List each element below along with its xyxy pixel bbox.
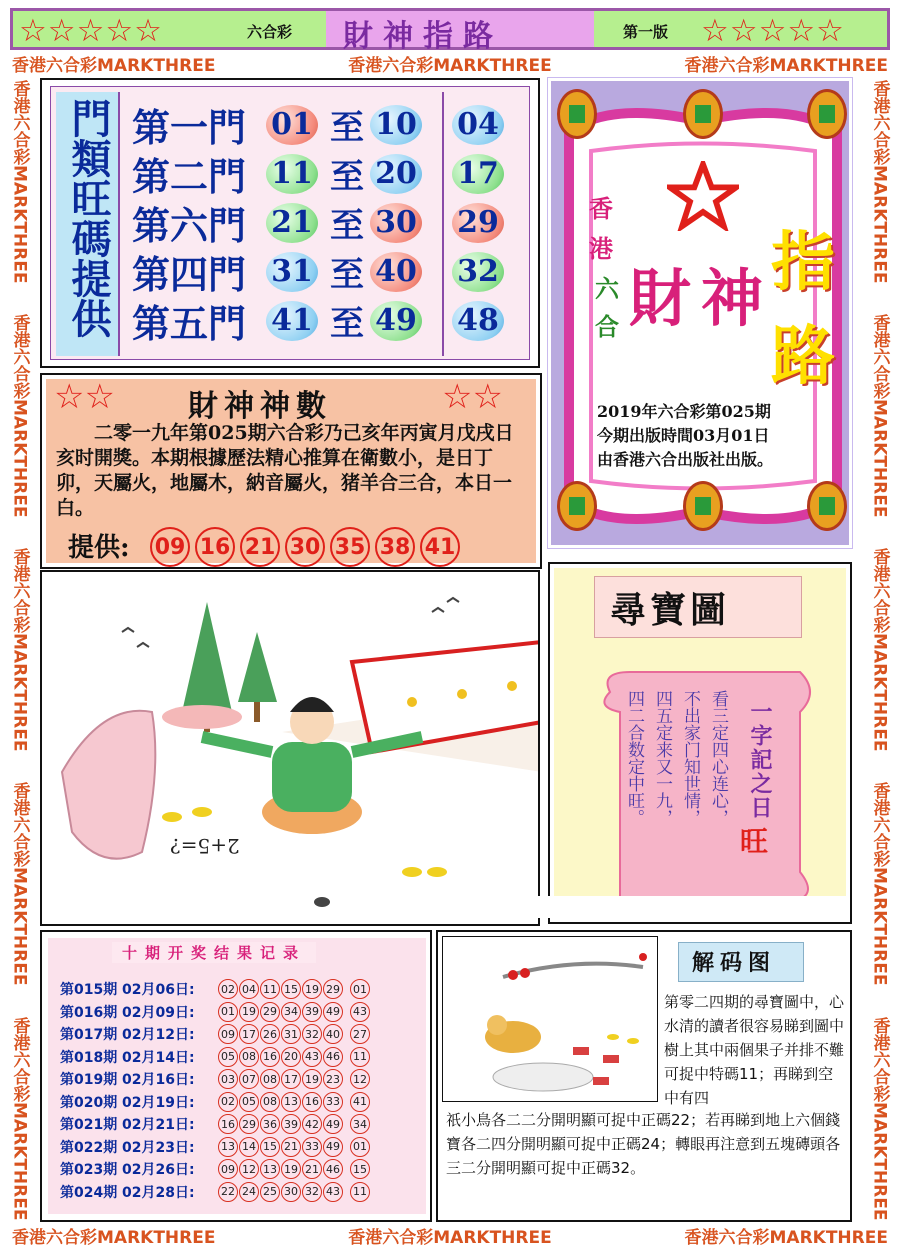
history-number: 09	[218, 1159, 238, 1179]
history-number: 29	[260, 1002, 280, 1022]
band-text: 香港六合彩MARKTHREE	[869, 782, 890, 986]
history-special: 27	[350, 1024, 370, 1044]
door-pick-ball: 32	[452, 252, 504, 292]
lucky-number: 35	[330, 527, 370, 567]
history-number: 29	[239, 1114, 259, 1134]
history-special: 11	[350, 1182, 370, 1202]
door-to-ball: 30	[370, 203, 422, 243]
history-number: 49	[323, 1137, 343, 1157]
poster-info-line: 由香港六合出版社出版。	[597, 450, 774, 469]
history-date: 02月26日:	[122, 1162, 195, 1179]
history-number: 02	[218, 979, 238, 999]
poster-char-small: 合	[595, 312, 619, 341]
lucky-number: 16	[195, 527, 235, 567]
door-label: 第二門	[132, 154, 247, 199]
door-box	[40, 78, 540, 368]
history-number: 43	[302, 1047, 322, 1067]
numbers-title: 財神神數	[188, 389, 332, 424]
poster-char-yellow: 路	[771, 319, 835, 394]
band-text: 香港六合彩MARKTHREE	[684, 55, 888, 76]
history-date: 02月06日:	[122, 982, 195, 999]
history-number: 23	[323, 1069, 343, 1089]
verse-column: 四二合数定中旺。	[624, 690, 644, 826]
history-number: 17	[281, 1069, 301, 1089]
band-text: 香港六合彩MARKTHREE	[9, 314, 30, 518]
door-to-ball: 10	[370, 105, 422, 145]
door-pick-ball: 17	[452, 154, 504, 194]
history-number: 13	[260, 1159, 280, 1179]
band-text: 香港六合彩MARKTHREE	[869, 548, 890, 752]
treasure-map-box	[548, 562, 852, 924]
history-date: 02月28日:	[122, 1184, 195, 1201]
history-period: 第015期	[60, 982, 118, 999]
door-to-ball: 49	[370, 301, 422, 341]
history-number: 19	[302, 1069, 322, 1089]
history-row	[60, 978, 428, 1001]
decode-picture	[442, 936, 658, 1102]
history-number: 19	[239, 1002, 259, 1022]
history-special: 43	[350, 1002, 370, 1022]
door-from-ball: 41	[266, 301, 318, 341]
history-number: 16	[260, 1047, 280, 1067]
history-number: 31	[281, 1024, 301, 1044]
history-number: 20	[281, 1047, 301, 1067]
history-number: 22	[218, 1182, 238, 1202]
history-box	[40, 930, 432, 1222]
coin-icon	[557, 481, 597, 531]
history-row	[60, 1023, 428, 1046]
provide-label: 提供:	[68, 533, 130, 563]
history-row	[60, 1046, 428, 1069]
bottom-band	[12, 1224, 888, 1246]
history-number: 08	[260, 1092, 280, 1112]
door-label: 第一門	[132, 105, 247, 150]
history-number: 07	[239, 1069, 259, 1089]
poster-char-small: 港	[589, 234, 613, 263]
door-label: 第五門	[132, 301, 247, 346]
decode-box	[436, 930, 852, 1222]
history-period: 第017期	[60, 1027, 118, 1044]
history-row	[60, 1068, 428, 1091]
door-label: 第四門	[132, 252, 247, 297]
history-number: 17	[239, 1024, 259, 1044]
treasure-title: 尋寶圖	[610, 589, 731, 631]
door-row	[132, 100, 532, 149]
door-rows	[132, 100, 532, 345]
band-text: 香港六合彩MARKTHREE	[348, 1227, 552, 1248]
coin-icon	[807, 89, 847, 139]
history-number: 46	[323, 1159, 343, 1179]
history-number: 19	[281, 1159, 301, 1179]
history-special: 34	[350, 1114, 370, 1134]
history-number: 33	[302, 1137, 322, 1157]
history-number: 16	[218, 1114, 238, 1134]
history-number: 42	[302, 1114, 322, 1134]
history-number: 08	[239, 1047, 259, 1067]
lucky-number: 09	[150, 527, 190, 567]
history-special: 11	[350, 1047, 370, 1067]
right-band	[868, 80, 892, 1220]
door-from-ball: 11	[266, 154, 318, 194]
poster-char-yellow: 指	[771, 225, 835, 300]
door-pick-ball: 04	[452, 105, 504, 145]
history-number: 15	[260, 1137, 280, 1157]
band-text: 香港六合彩MARKTHREE	[869, 80, 890, 284]
door-label: 第六門	[132, 203, 247, 248]
box-label: 一字記之日	[747, 700, 773, 820]
history-number: 11	[260, 979, 280, 999]
verses	[622, 690, 730, 890]
poster-char-small: 香	[589, 194, 613, 223]
history-number: 43	[323, 1182, 343, 1202]
star-icon: ☆☆	[442, 377, 503, 417]
coin-icon	[557, 89, 597, 139]
door-from-ball: 31	[266, 252, 318, 292]
history-number: 05	[218, 1047, 238, 1067]
coin-icon	[683, 481, 723, 531]
treasure-scene	[42, 572, 540, 926]
poster-info-line: 今期出版時間03月01日	[597, 426, 770, 445]
header-edition: 第一版	[623, 23, 669, 41]
history-number: 13	[281, 1092, 301, 1112]
lucky-number: 30	[285, 527, 325, 567]
history-number: 36	[260, 1114, 280, 1134]
history-special: 01	[350, 979, 370, 999]
door-pick-ball: 48	[452, 301, 504, 341]
history-special: 12	[350, 1069, 370, 1089]
history-period: 第018期	[60, 1049, 118, 1066]
door-to-word: 至	[330, 157, 364, 197]
verse-column: 不出家门知世情，	[680, 690, 700, 826]
history-date: 02月21日:	[122, 1117, 195, 1134]
header-stars-right: ☆☆☆☆☆	[701, 13, 845, 49]
ground-equation: 2+5=?	[170, 834, 240, 858]
decode-title: 解码图	[692, 950, 777, 976]
star-icon: ☆☆	[54, 377, 115, 417]
history-period: 第022期	[60, 1139, 118, 1156]
box-answer: 旺	[740, 825, 769, 858]
history-number: 21	[302, 1159, 322, 1179]
door-to-ball: 40	[370, 252, 422, 292]
history-number: 26	[260, 1024, 280, 1044]
left-band	[8, 80, 32, 1220]
history-number: 49	[323, 1114, 343, 1134]
history-number: 39	[302, 1002, 322, 1022]
band-text: 香港六合彩MARKTHREE	[12, 55, 216, 76]
door-row	[132, 198, 532, 247]
history-date: 02月19日:	[122, 1094, 195, 1111]
history-number: 34	[281, 1002, 301, 1022]
history-special: 15	[350, 1159, 370, 1179]
verse-column: 四五定来又一九，	[652, 690, 672, 826]
history-special: 01	[350, 1137, 370, 1157]
history-number: 14	[239, 1137, 259, 1157]
history-period: 第019期	[60, 1072, 118, 1089]
numbers-box	[40, 373, 542, 569]
history-number: 24	[239, 1182, 259, 1202]
history-number: 02	[218, 1092, 238, 1112]
band-text: 香港六合彩MARKTHREE	[684, 1227, 888, 1248]
history-number: 29	[323, 979, 343, 999]
band-text: 香港六合彩MARKTHREE	[348, 55, 552, 76]
poster-char-small: 六	[595, 274, 619, 303]
poster-char-big: 財	[629, 262, 692, 335]
history-row	[60, 1001, 428, 1024]
poster-char-big: 神	[701, 262, 764, 335]
history-row	[60, 1113, 428, 1136]
history-rows	[60, 978, 428, 1203]
header-lottery-label: 六合彩	[247, 23, 293, 41]
door-to-word: 至	[330, 108, 364, 148]
history-row	[60, 1091, 428, 1114]
history-number: 03	[218, 1069, 238, 1089]
verse-column: 看三定四心连心，	[708, 690, 728, 826]
top-band	[12, 52, 888, 74]
history-period: 第023期	[60, 1162, 118, 1179]
door-from-ball: 01	[266, 105, 318, 145]
header-title: 財神指路	[343, 19, 503, 54]
history-number: 04	[239, 979, 259, 999]
history-number: 12	[239, 1159, 259, 1179]
band-text: 香港六合彩MARKTHREE	[9, 1016, 30, 1220]
history-number: 32	[302, 1024, 322, 1044]
history-number: 21	[281, 1137, 301, 1157]
history-period: 第016期	[60, 1004, 118, 1021]
history-number: 46	[323, 1047, 343, 1067]
history-date: 02月09日:	[122, 1004, 195, 1021]
history-special: 41	[350, 1092, 370, 1112]
band-text: 香港六合彩MARKTHREE	[12, 1227, 216, 1248]
door-row	[132, 247, 532, 296]
door-pick-ball: 29	[452, 203, 504, 243]
history-row	[60, 1181, 428, 1204]
history-date: 02月23日:	[122, 1139, 195, 1156]
decode-bottom-text: 祇小鳥各二二分開明顯可捉中正碼22；若再睇到地上六個錢寶各二四分開明顯可捉中正碼24；轉眼再注意到五塊磚頭各三二分開明顯可捉中正碼32。	[446, 1111, 841, 1177]
history-number: 08	[260, 1069, 280, 1089]
header-stars-left: ☆☆☆☆☆	[19, 13, 163, 49]
history-number: 01	[218, 1002, 238, 1022]
history-number: 49	[323, 1002, 343, 1022]
history-number: 05	[239, 1092, 259, 1112]
door-to-word: 至	[330, 255, 364, 295]
history-number: 09	[218, 1024, 238, 1044]
history-number: 33	[323, 1092, 343, 1112]
history-number: 25	[260, 1182, 280, 1202]
coin-icon	[807, 481, 847, 531]
lucky-number: 41	[420, 527, 460, 567]
history-number: 30	[281, 1182, 301, 1202]
band-text: 香港六合彩MARKTHREE	[869, 314, 890, 518]
band-text: 香港六合彩MARKTHREE	[869, 1016, 890, 1220]
coin-icon	[683, 89, 723, 139]
decode-side-text: 第零二四期的尋寶圖中，心水清的讀者很容易睇到圖中樹上其中兩個果子并排不難可捉中特碼11；再睇到空中有四	[664, 993, 845, 1107]
white-strip	[518, 896, 850, 918]
history-number: 16	[302, 1092, 322, 1112]
door-side-title: 門類旺碼提供	[65, 98, 112, 338]
history-period: 第024期	[60, 1184, 118, 1201]
history-period: 第021期	[60, 1117, 118, 1134]
history-number: 32	[302, 1182, 322, 1202]
lucky-number: 38	[375, 527, 415, 567]
history-title: 十期开奖结果记录	[112, 942, 316, 963]
history-date: 02月14日:	[122, 1049, 195, 1066]
band-text: 香港六合彩MARKTHREE	[9, 548, 30, 752]
door-from-ball: 21	[266, 203, 318, 243]
treasure-picture	[40, 570, 540, 926]
door-to-word: 至	[330, 206, 364, 246]
history-number: 13	[218, 1137, 238, 1157]
door-to-word: 至	[330, 304, 364, 344]
history-number: 39	[281, 1114, 301, 1134]
lucky-numbers	[150, 527, 465, 567]
history-date: 02月16日:	[122, 1072, 195, 1089]
header-bar	[10, 8, 890, 54]
history-date: 02月12日:	[122, 1027, 195, 1044]
band-text: 香港六合彩MARKTHREE	[9, 782, 30, 986]
history-number: 15	[281, 979, 301, 999]
history-period: 第020期	[60, 1094, 118, 1111]
lucky-number: 21	[240, 527, 280, 567]
history-row	[60, 1158, 428, 1181]
door-to-ball: 20	[370, 154, 422, 194]
history-row	[60, 1136, 428, 1159]
door-row	[132, 296, 532, 345]
door-row	[132, 149, 532, 198]
poster-info-line: 2019年六合彩第025期	[597, 402, 771, 421]
monkey-scene	[443, 937, 658, 1102]
star-icon	[667, 161, 739, 231]
poster	[548, 78, 852, 548]
history-number: 19	[302, 979, 322, 999]
history-number: 40	[323, 1024, 343, 1044]
numbers-paragraph: 二零一九年第025期六合彩乃己亥年丙寅月戊戌日亥时開獎。本期根據歷法精心推算在衛數小，是日丁卯，天屬火，地屬木，納音屬火，猪羊合三合，本日一白。	[56, 422, 514, 519]
band-text: 香港六合彩MARKTHREE	[9, 80, 30, 284]
